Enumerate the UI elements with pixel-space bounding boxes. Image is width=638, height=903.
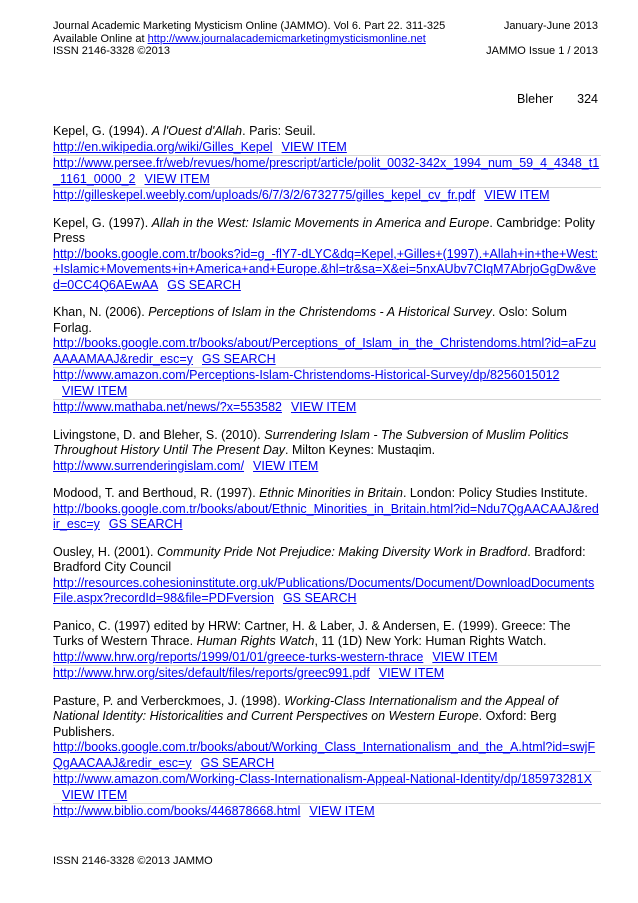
- citation-publisher: . London: Policy Studies Institute.: [402, 486, 588, 500]
- reference-link-line: [53, 650, 601, 667]
- citation-title: Allah in the West: Islamic Movements in America and Europe: [151, 215, 490, 230]
- reference-url-link[interactable]: http://gilleskepel.weebly.com/uploads/6/7/3/2/6732775/gilles_kepel_cv_fr.pdf: [53, 188, 476, 202]
- journal-website-link[interactable]: http://www.journalacademicmarketingmysticismonline.net: [147, 32, 426, 45]
- citation-authors-year: Kepel, G. (1994).: [53, 124, 152, 138]
- reference-link-line: [53, 502, 601, 533]
- gs-search-link[interactable]: GS SEARCH: [201, 351, 276, 366]
- citation-publisher: , 11 (1D) New York: Human Rights Watch.: [314, 634, 547, 648]
- reference-citation: [53, 124, 601, 140]
- reference-citation: [53, 305, 601, 336]
- view-item-link[interactable]: VIEW ITEM: [144, 171, 210, 186]
- reference-citation: [53, 545, 601, 576]
- view-item-link[interactable]: VIEW ITEM: [62, 787, 128, 802]
- gs-search-link[interactable]: GS SEARCH: [200, 755, 275, 770]
- citation-publisher: . Bradford: Bradford City Council: [53, 544, 586, 574]
- reference-list: [53, 124, 601, 832]
- citation-authors-year: Khan, N. (2006).: [53, 305, 149, 319]
- citation-authors-year: Modood, T. and Berthoud, R. (1997).: [53, 486, 260, 500]
- reference-link-line: [53, 400, 601, 416]
- reference-url-link[interactable]: http://www.hrw.org/sites/default/files/reports/greec991.pdf: [53, 666, 370, 680]
- reference-citation: [53, 694, 601, 741]
- reference-link-line: [53, 666, 601, 682]
- journal-citation: Journal Academic Marketing Mysticism Online (JAMMO). Vol 6. Part 22. 311-325: [53, 20, 446, 32]
- view-item-link[interactable]: VIEW ITEM: [432, 649, 498, 664]
- view-item-link[interactable]: VIEW ITEM: [281, 139, 347, 154]
- reference-entry: [53, 486, 601, 533]
- view-item-link[interactable]: VIEW ITEM: [62, 383, 128, 398]
- view-item-link[interactable]: VIEW ITEM: [309, 804, 375, 818]
- header-row-1: [53, 20, 598, 33]
- reference-url-link[interactable]: http://books.google.com.tr/books/about/Ethnic_Minorities_in_Britain.html?id=Ndu7QgAACAAJ&redir_esc=y: [53, 501, 599, 531]
- view-item-link[interactable]: VIEW ITEM: [378, 666, 445, 680]
- header-row-2: [53, 33, 598, 46]
- reference-url-link[interactable]: http://www.hrw.org/reports/1999/01/01/greece-turks-western-thrace: [53, 649, 424, 664]
- view-item-link[interactable]: VIEW ITEM: [290, 400, 357, 414]
- citation-title: Surrendering Islam - The Subversion of Muslim Politics Throughout History Until The Present Day: [53, 427, 569, 457]
- citation-publisher: . Oslo: Solum Forlag.: [53, 305, 567, 335]
- citation-title: Community Pride Not Prejudice: Making Diversity Work in Bradford: [156, 544, 528, 559]
- reference-entry: [53, 619, 601, 682]
- reference-citation: [53, 486, 601, 502]
- citation-authors-year: Pasture, P. and Verberckmoes, J. (1998).: [53, 693, 285, 708]
- citation-authors-year: Ousley, H. (2001).: [53, 544, 157, 559]
- reference-link-line: [53, 459, 601, 475]
- citation-publisher: . Paris: Seuil.: [242, 124, 316, 138]
- reference-url-link[interactable]: http://www.persee.fr/web/revues/home/prescript/article/polit_0032-342x_1994_num_59_4_4348_t1_1161_0000_2: [53, 156, 600, 186]
- citation-title: Ethnic Minorities in Britain: [259, 486, 403, 500]
- gs-search-link[interactable]: GS SEARCH: [167, 277, 241, 292]
- reference-entry: [53, 545, 601, 607]
- reference-url-link[interactable]: http://www.amazon.com/Working-Class-Internationalism-Appeal-National-Identity/dp/185973281X: [53, 772, 592, 786]
- reference-link-line: [53, 772, 601, 804]
- reference-link-line: [53, 368, 601, 400]
- reference-link-line: [53, 140, 601, 157]
- reference-citation: [53, 428, 601, 459]
- gs-search-link[interactable]: GS SEARCH: [108, 517, 183, 531]
- reference-entry: [53, 216, 601, 294]
- page-number: 324: [577, 92, 598, 106]
- reference-url-link[interactable]: http://resources.cohesioninstitute.org.uk/Publications/Documents/Document/DownloadDocumentsFile.aspx?recordId=98&file=PDFversion: [53, 575, 595, 605]
- reference-url-link[interactable]: http://en.wikipedia.org/wiki/Gilles_Kepel: [53, 139, 273, 154]
- citation-authors-year: Livingstone, D. and Bleher, S. (2010).: [53, 427, 265, 442]
- reference-citation: [53, 619, 601, 650]
- reference-link-line: [53, 247, 601, 294]
- reference-url-link[interactable]: http://www.surrenderingislam.com/: [53, 458, 245, 473]
- citation-authors-year: Kepel, G. (1997).: [53, 215, 152, 230]
- reference-url-link[interactable]: http://books.google.com.tr/books/about/Perceptions_of_Islam_in_the_Christendoms.html?id=aFzuAAAAMAAJ&redir_esc=y: [53, 336, 597, 366]
- citation-publisher: . Cambridge: Polity Press: [53, 215, 595, 245]
- reference-link-line: [53, 740, 601, 772]
- reference-url-link[interactable]: http://www.biblio.com/books/446878668.html: [53, 804, 301, 818]
- availability-label: Available Online at: [53, 32, 148, 45]
- reference-entry: [53, 124, 601, 204]
- reference-entry: [53, 305, 601, 416]
- running-header: [53, 20, 598, 58]
- reference-url-link[interactable]: http://books.google.com.tr/books?id=g_-flY7-dLYC&dq=Kepel,+Gilles+(1997).+Allah+in+the+West:+Islamic+Movements+in+America+and+Europe.&hl=tr&sa=X&ei=5nxAUbv7CIqM7AbrjoGgDw&ved=0CC4Q6AEwAA: [53, 246, 599, 292]
- running-footer: ISSN 2146-3328 ©2013 JAMMO: [53, 855, 213, 867]
- reference-link-line: [53, 156, 601, 188]
- citation-authors-year: Panico, C. (1997) edited by HRW: Cartner, H. & Laber, J. & Andersen, E. (1999). Greece: The Turks of Western Thrace.: [53, 618, 571, 648]
- reference-url-link[interactable]: http://www.mathaba.net/news/?x=553582: [53, 400, 282, 414]
- citation-title: A l'Ouest d'Allah: [151, 124, 243, 138]
- issue-date: January-June 2013: [503, 20, 598, 32]
- citation-publisher: . Milton Keynes: Mustaqim.: [285, 443, 436, 457]
- reference-url-link[interactable]: http://books.google.com.tr/books/about/Working_Class_Internationalism_and_the_A.html?id=swjFQgAACAAJ&redir_esc=y: [53, 740, 596, 770]
- page-number-line: [53, 92, 598, 106]
- reference-link-line: [53, 188, 601, 204]
- citation-title: Working-Class Internationalism and the Appeal of National Identity: Historicalities and Current Perspectives on Western Europe: [53, 693, 559, 723]
- reference-link-line: [53, 576, 601, 607]
- reference-link-line: [53, 804, 601, 820]
- header-row-3: [53, 45, 598, 58]
- reference-link-line: [53, 336, 601, 368]
- reference-citation: [53, 216, 601, 247]
- page-author: Bleher: [517, 92, 554, 106]
- issn-label: ISSN 2146-3328 ©2013: [53, 45, 170, 57]
- citation-title: Human Rights Watch: [196, 634, 315, 648]
- view-item-link[interactable]: VIEW ITEM: [253, 458, 319, 473]
- reference-entry: [53, 428, 601, 475]
- citation-publisher: . Oxford: Berg Publishers.: [53, 709, 557, 739]
- view-item-link[interactable]: VIEW ITEM: [484, 188, 550, 202]
- gs-search-link[interactable]: GS SEARCH: [282, 591, 357, 605]
- citation-title: Perceptions of Islam in the Christendoms - A Historical Survey: [148, 305, 492, 319]
- reference-url-link[interactable]: http://www.amazon.com/Perceptions-Islam-Christendoms-Historical-Survey/dp/8256015012: [53, 368, 560, 382]
- reference-entry: [53, 694, 601, 820]
- issue-label: JAMMO Issue 1 / 2013: [486, 45, 598, 57]
